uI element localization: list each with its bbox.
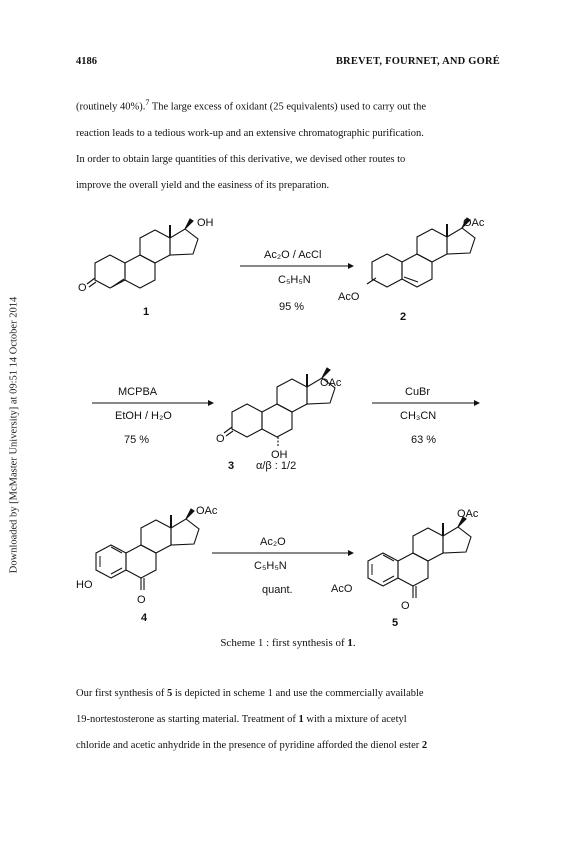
compound-3-oh: OH: [271, 449, 288, 461]
compound-1-oh: OH: [197, 217, 214, 229]
compound-4-number: 4: [141, 612, 148, 624]
body-paragraph: [76, 681, 500, 759]
compound-3-ketone-o: O: [216, 433, 225, 445]
compound-4-ho: HO: [76, 579, 93, 591]
compound-3-ratio: α/β : 1/2: [256, 460, 297, 472]
body-line-1b: is depicted in scheme 1 and use the commercially available: [172, 688, 424, 699]
intro-line-4: improve the overall yield and the easiness of its preparation.: [76, 179, 330, 191]
body-compound-ref-1: 1: [298, 714, 304, 725]
compound-4: [96, 509, 199, 590]
compound-1-number: 1: [143, 306, 150, 318]
compound-3-number: 3: [228, 460, 235, 472]
compound-4-oac: OAc: [196, 505, 218, 517]
step-3-yield: 63 %: [411, 434, 437, 446]
step-1-yield: 95 %: [279, 301, 305, 313]
intro-line-3: In order to obtain large quantities of this derivative, we devised other routes to: [76, 153, 406, 165]
intro-line-1: (routinely 40%).: [76, 101, 146, 113]
step-3-reagent-top: CuBr: [405, 386, 431, 398]
body-compound-ref-5: 5: [167, 688, 173, 699]
compound-2: [367, 218, 475, 287]
running-header-authors: BREVET, FOURNET, AND GORÉ: [335, 56, 500, 67]
compound-5-oac: OAc: [457, 508, 479, 520]
body-line-1a: Our first synthesis of: [76, 688, 167, 699]
step-4-reagent-bottom: C₅H₅N: [254, 560, 287, 572]
compound-1: [87, 219, 198, 288]
step-3-reagent-bottom: CH₃CN: [400, 410, 437, 422]
body-line-2: 19-nortestosterone as starting material. Treatment of: [76, 714, 299, 725]
scheme-caption-end: .: [352, 637, 356, 649]
compound-3-oac: OAc: [320, 377, 342, 389]
step-2-reagent-bottom: EtOH / H₂O: [115, 410, 172, 422]
intro-line-2: reaction leads to a tedious work-up and an extensive chromatographic purification.: [76, 127, 424, 139]
page-number: 4186: [76, 56, 97, 67]
scheme-caption: [0, 637, 576, 649]
body-line-3: chloride and acetic anhydride in the presence of pyridine afforded the dienol ester: [76, 740, 422, 751]
compound-2-number: 2: [400, 311, 407, 323]
compound-5-ketone-o: O: [401, 600, 410, 612]
step-2-yield: 75 %: [124, 434, 150, 446]
compound-5-aco: AcO: [331, 583, 353, 595]
scheme-caption-text: Scheme 1 : first synthesis of: [220, 637, 348, 649]
compound-4-ketone-o: O: [137, 594, 146, 606]
compound-2-aco: AcO: [338, 291, 360, 303]
compound-2-oac: OAc: [463, 217, 485, 229]
compound-3: [224, 368, 335, 446]
scheme-caption-number: 1: [347, 637, 353, 649]
body-compound-ref-2: 2: [421, 740, 428, 751]
step-4-reagent-top: Ac₂O: [260, 536, 286, 548]
compound-5: [368, 517, 471, 598]
compound-5-number: 5: [392, 617, 399, 629]
body-line-2b: with a mixture of acetyl: [303, 714, 407, 725]
step-2-reagent-top: MCPBA: [118, 386, 158, 398]
intro-line-1-rest: The large excess of oxidant (25 equivalents) used to carry out the: [149, 101, 427, 113]
reference-superscript: 7: [145, 98, 150, 107]
step-1-reagent-bottom: C₅H₅N: [278, 274, 311, 286]
download-watermark-text: Downloaded by [McMaster University] at 09:51 14 October 2014: [8, 296, 20, 574]
compound-1-ketone-o: O: [78, 282, 87, 294]
step-4-yield: quant.: [262, 584, 293, 596]
step-1-reagent-top: Ac₂O / AcCl: [264, 249, 322, 261]
